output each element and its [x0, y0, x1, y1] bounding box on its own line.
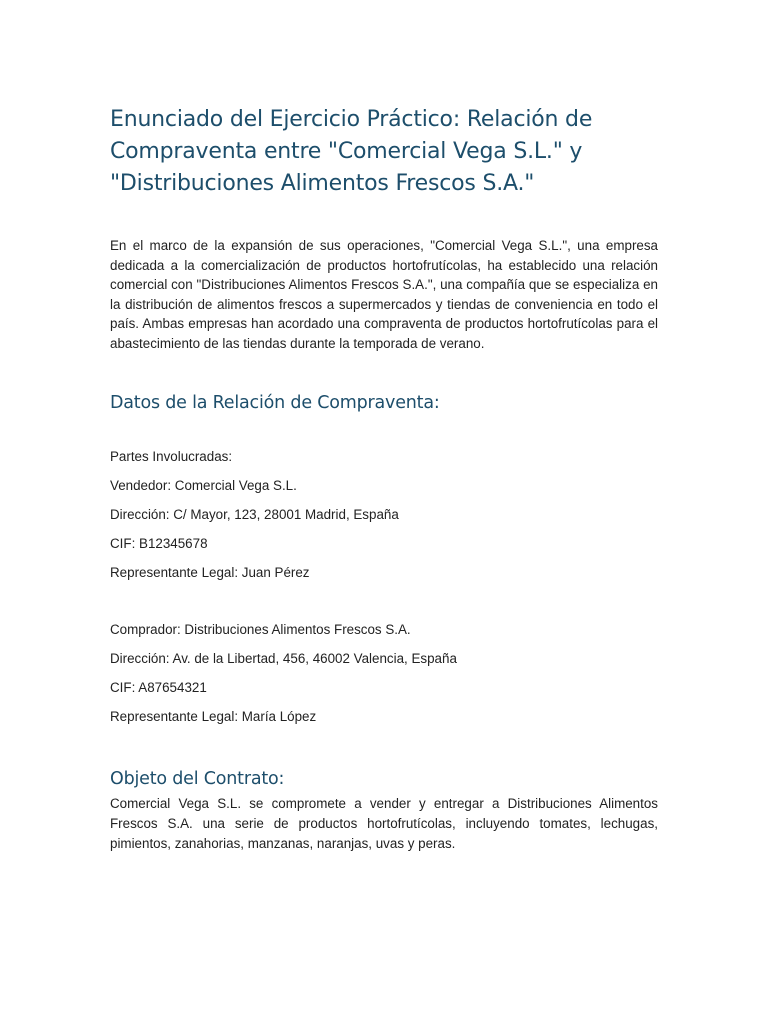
seller-address: Dirección: C/ Mayor, 123, 28001 Madrid, España — [110, 507, 399, 522]
section-heading-objeto: Objeto del Contrato: — [110, 769, 285, 789]
buyer-address: Dirección: Av. de la Libertad, 456, 46002 Valencia, España — [110, 651, 457, 666]
buyer-representative: Representante Legal: María López — [110, 709, 317, 724]
seller-name: Vendedor: Comercial Vega S.L. — [110, 478, 297, 493]
buyer-name: Comprador: Distribuciones Alimentos Frescos S.A. — [110, 622, 411, 637]
buyer-cif: CIF: A87654321 — [110, 680, 207, 695]
intro-paragraph: En el marco de la expansión de sus operaciones, "Comercial Vega S.L.", una empresa dedicada a la comercialización de productos hortofrutícolas, ha establecido una relación comercial con "Distribuciones Alimentos Frescos S.A.", una compañía que se especializa en la distribución de alimentos frescos a supermercados y tiendas de conveniencia en todo el país. Ambas empresas han acordado una compraventa de productos hortofrutícolas para el abastecimiento de las tiendas durante la temporada de verano. — [110, 238, 658, 351]
parties-block — [110, 447, 658, 736]
seller-block — [110, 476, 658, 592]
seller-cif: CIF: B12345678 — [110, 536, 208, 551]
buyer-block — [110, 620, 658, 736]
document-content — [110, 104, 658, 854]
seller-representative: Representante Legal: Juan Pérez — [110, 565, 310, 580]
objeto-paragraph: Comercial Vega S.L. se compromete a vender y entregar a Distribuciones Alimentos Frescos S.A. una serie de productos hortofrutícolas, incluyendo tomates, lechugas, pimientos, zanahorias, manzanas, naranjas, uvas y peras. — [110, 796, 658, 851]
section-heading-datos: Datos de la Relación de Compraventa: — [110, 393, 440, 413]
partes-label: Partes Involucradas: — [110, 449, 233, 464]
document-title: Enunciado del Ejercicio Práctico: Relación de Compraventa entre "Comercial Vega S.L." y "Distribuciones Alimentos Frescos S.A." — [110, 107, 593, 196]
